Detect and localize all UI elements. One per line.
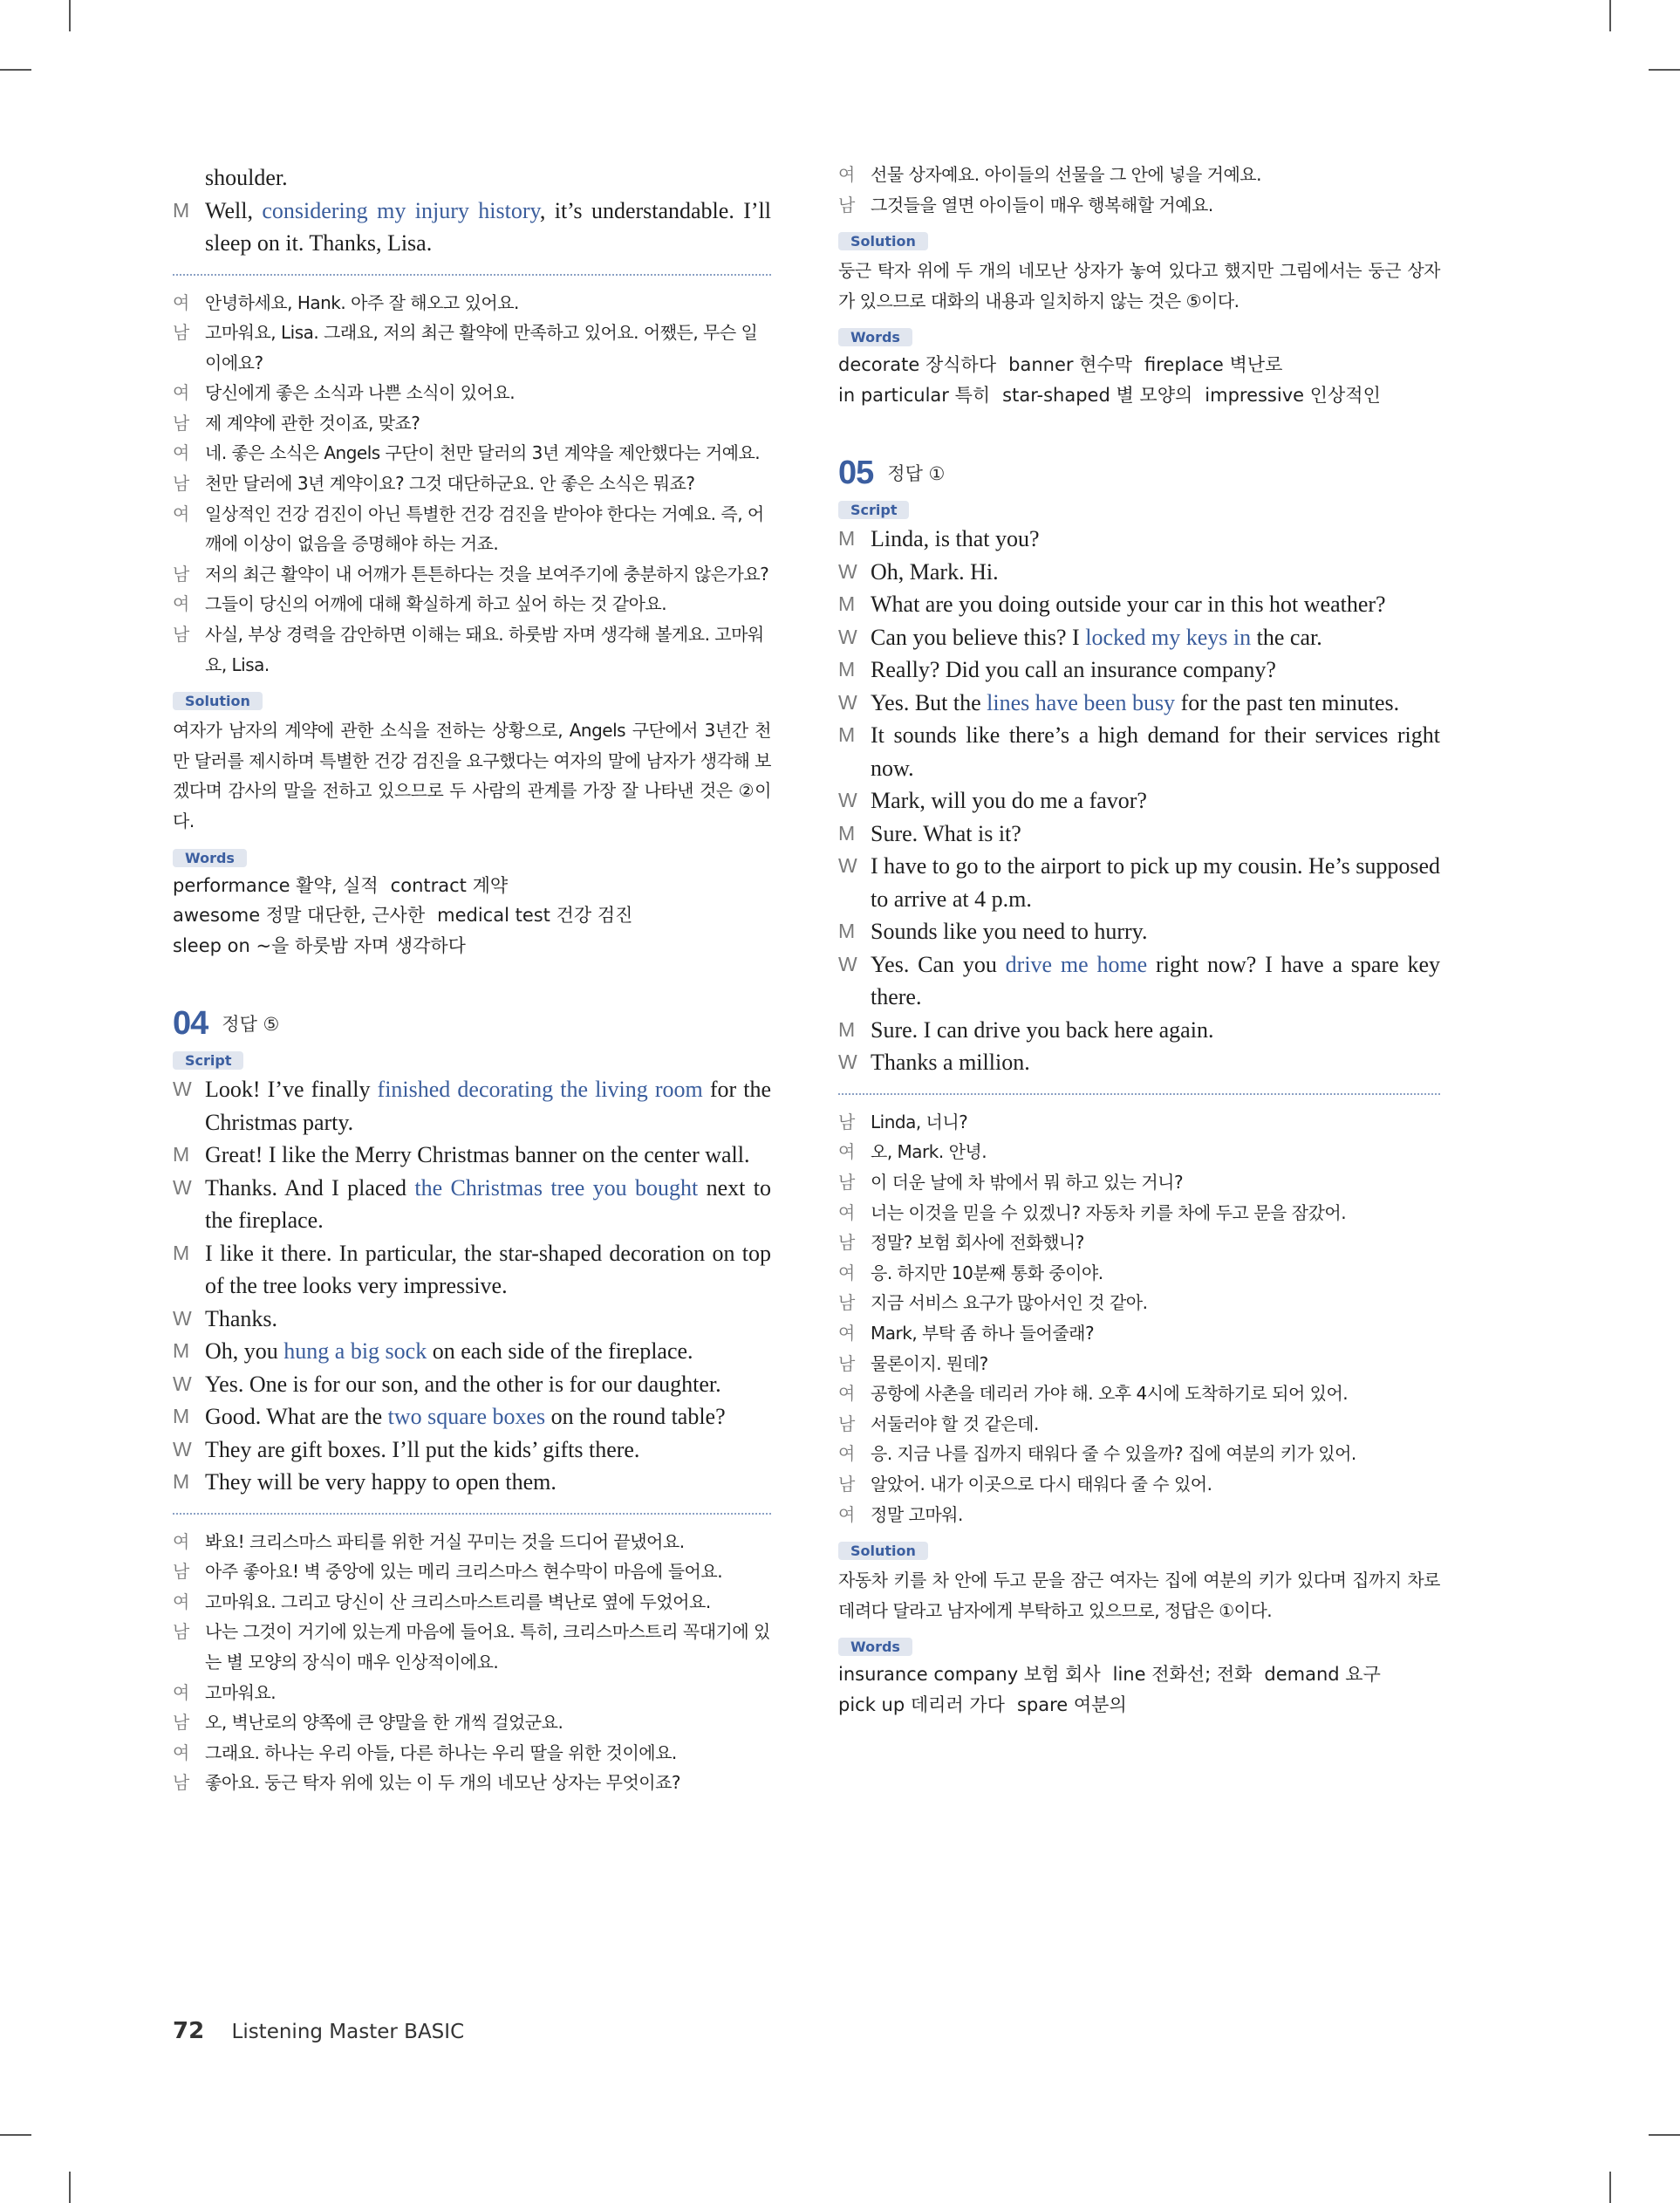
words-line xyxy=(838,350,1440,380)
translation-line xyxy=(838,1258,1440,1289)
script-text: the car. xyxy=(1251,624,1322,650)
translation-text: 아주 좋아요! 벽 중앙에 있는 메리 크리스마스 현수막이 마음에 들어요. xyxy=(205,1561,723,1583)
vocab-item: banner 현수막 xyxy=(1008,354,1133,376)
translation-line xyxy=(838,1349,1440,1379)
translation-text: 그것들을 열면 아이들이 매우 행복해할 거예요. xyxy=(871,194,1213,216)
speaker-label: 여 xyxy=(838,1141,855,1163)
speaker-label: 여 xyxy=(173,382,189,404)
speaker-label: 여 xyxy=(173,1681,189,1703)
speaker-label: M xyxy=(173,1339,190,1363)
script-badge: Script xyxy=(173,1051,243,1070)
script-line xyxy=(173,1073,771,1139)
script-line xyxy=(173,1466,771,1499)
speaker-label: 여 xyxy=(173,291,189,313)
translation-text: 천만 달러에 3년 계약이요? 그것 대단하군요. 안 좋은 소식은 뭐죠? xyxy=(205,473,695,495)
translation-text: 제 계약에 관한 것이죠, 맞죠? xyxy=(205,412,420,434)
script-line xyxy=(838,556,1440,589)
translation-line xyxy=(838,1107,1440,1138)
script-line xyxy=(838,621,1440,654)
speaker-label: M xyxy=(838,1017,856,1041)
highlighted-phrase: lines have been busy xyxy=(987,689,1176,715)
translation-line xyxy=(838,1409,1440,1440)
script-text: , it’s understandable. I’ll sleep on it. Thanks, Lisa. xyxy=(205,197,772,256)
vocab-item: impressive 인상적인 xyxy=(1205,384,1381,406)
script-line xyxy=(838,653,1440,687)
translation-line xyxy=(173,1617,771,1677)
translation-line xyxy=(173,1738,771,1769)
translation-text: 정말 고마워. xyxy=(871,1503,963,1525)
script-text: What are you doing outside your car in this hot weather? xyxy=(871,592,1386,618)
speaker-label: M xyxy=(838,723,856,747)
highlighted-phrase: drive me home xyxy=(1005,951,1148,977)
speaker-label: 남 xyxy=(173,1561,189,1583)
translation-text: 지금 서비스 요구가 많아서인 것 같아. xyxy=(871,1292,1148,1314)
translation-text: 사실, 부상 경력을 감안하면 이해는 돼요. 하룻밤 자며 생각해 볼게요. 고마워요, Lisa. xyxy=(205,624,764,675)
translation-line xyxy=(173,408,771,439)
speaker-label: 남 xyxy=(838,194,855,216)
speaker-label: 남 xyxy=(173,1621,189,1643)
translation-line xyxy=(173,499,771,559)
speaker-label: M xyxy=(173,1143,190,1166)
translation-line xyxy=(173,1707,771,1738)
script-line xyxy=(838,784,1440,818)
vocab-item: pick up 데리러 가다 xyxy=(838,1693,1005,1715)
vocab-item: in particular 특히 xyxy=(838,384,991,406)
script-text: Great! I like the Merry Christmas banner on the center wall. xyxy=(205,1142,750,1168)
translation-text: 고마워요. xyxy=(205,1681,277,1703)
translation-line xyxy=(173,1768,771,1798)
translation-text: 공항에 사촌을 데리러 가야 해. 오후 4시에 도착하기로 되어 있어. xyxy=(871,1383,1349,1405)
speaker-label: M xyxy=(838,527,856,551)
translation-line xyxy=(173,288,771,318)
q04-translation-continued xyxy=(838,160,1440,220)
translation-text: 이 더운 날에 차 밖에서 뭐 하고 있는 거니? xyxy=(871,1172,1184,1194)
highlighted-phrase: hung a big sock xyxy=(283,1338,427,1365)
speaker-label: M xyxy=(173,1470,190,1494)
words-badge: Words xyxy=(173,849,247,867)
translation-text: 고마워요. 그리고 당신이 산 크리스마스트리를 벽난로 옆에 두었어요. xyxy=(205,1591,711,1612)
speaker-label: 남 xyxy=(838,1413,855,1434)
translation-text: 네. 좋은 소식은 Angels 구단이 천만 달러의 3년 계약을 제안했다는 거예요. xyxy=(205,442,761,464)
script-text: Look! I’ve finally xyxy=(205,1077,378,1103)
translation-line xyxy=(173,589,771,619)
words-list xyxy=(838,1659,1440,1720)
translation-line xyxy=(173,619,771,680)
script-text: Good. What are the xyxy=(205,1404,388,1430)
translation-line xyxy=(173,1587,771,1618)
speaker-label: M xyxy=(838,592,856,616)
script-text: Sure. I can drive you back here again. xyxy=(871,1016,1214,1043)
translation-text: 너는 이것을 믿을 수 있겠니? 자동차 키를 차에 두고 문을 잠갔어. xyxy=(871,1201,1347,1223)
script-line xyxy=(838,1046,1440,1079)
question-answer: 정답 ① xyxy=(887,463,946,485)
script-text: on the round table? xyxy=(545,1404,726,1430)
translation-text: 봐요! 크리스마스 파티를 위한 거실 꾸미는 것을 드디어 끝냈어요. xyxy=(205,1530,685,1552)
question-05-heading xyxy=(838,447,1440,499)
question-answer: 정답 ⑤ xyxy=(222,1014,280,1036)
page-number: 72 xyxy=(173,2018,205,2044)
translation-line xyxy=(838,190,1440,221)
speaker-label: W xyxy=(838,854,857,878)
speaker-label: W xyxy=(838,690,857,714)
translation-text: 오, 벽난로의 양쪽에 큰 양말을 한 개씩 걸었군요. xyxy=(205,1712,563,1734)
script-text: Mark, will you do me a favor? xyxy=(871,788,1147,814)
script-line xyxy=(173,1303,771,1336)
script-text: Yes. Can you xyxy=(871,951,1006,977)
crop-mark xyxy=(1609,0,1611,31)
speaker-label: 여 xyxy=(838,164,855,185)
crop-mark xyxy=(69,0,71,31)
speaker-label: W xyxy=(173,1437,192,1461)
highlighted-phrase: the Christmas tree you bought xyxy=(414,1174,699,1201)
translation-line xyxy=(838,1500,1440,1530)
crop-mark xyxy=(1609,2172,1611,2203)
translation-line xyxy=(838,1288,1440,1318)
script-text: Oh, you xyxy=(205,1338,284,1365)
left-column xyxy=(173,161,771,1798)
speaker-label: W xyxy=(838,625,857,648)
translation-text: 그래요. 하나는 우리 아들, 다른 하나는 우리 딸을 위한 것이에요. xyxy=(205,1741,677,1763)
script-line xyxy=(173,1368,771,1401)
vocab-item: demand 요구 xyxy=(1264,1664,1381,1686)
script-line xyxy=(838,915,1440,948)
script-line xyxy=(173,195,771,260)
script-text: Sounds like you need to hurry. xyxy=(871,919,1148,945)
translation-text: 응. 하지만 10분째 통화 중이야. xyxy=(871,1262,1103,1283)
solution-text: 여자가 남자의 계약에 관한 소식을 전하는 상황으로, Angels 구단에서 3년간 천만 달러를 제시하며 특별한 건강 검진을 요구했다는 여자의 말에 남자가 생각해 보겠다며 감사의 말을 전하고 있으므로 두 사람의 관계를 가장 잘 나타낸 것은 ②이다. xyxy=(173,720,771,831)
crop-mark xyxy=(1649,69,1680,71)
translation-line xyxy=(173,559,771,590)
translation-line xyxy=(173,1527,771,1557)
script-text: Yes. But the xyxy=(871,689,987,715)
speaker-label: 남 xyxy=(173,322,189,344)
script-text: Sure. What is it? xyxy=(871,820,1021,846)
speaker-label: 여 xyxy=(173,442,189,464)
script-text: Thanks. And I placed xyxy=(205,1174,415,1201)
script-text: Linda, is that you? xyxy=(871,526,1040,552)
speaker-label: W xyxy=(173,1306,192,1330)
speaker-label: 남 xyxy=(173,473,189,495)
intro-script xyxy=(173,161,771,260)
words-list xyxy=(173,871,771,961)
script-line xyxy=(173,1139,771,1172)
script-text: Can you believe this? I xyxy=(871,624,1086,650)
words-line xyxy=(173,871,771,901)
question-number: 04 xyxy=(173,1004,208,1042)
translation-line xyxy=(838,1318,1440,1349)
speaker-label: 남 xyxy=(838,1172,855,1194)
speaker-label: W xyxy=(173,1078,192,1101)
speaker-label: M xyxy=(838,658,856,681)
right-column xyxy=(838,160,1440,1720)
solution-text: 둥근 탁자 위에 두 개의 네모난 상자가 놓여 있다고 했지만 그림에서는 둥근 상자가 있으므로 대화의 내용과 일치하지 않는 것은 ⑤이다. xyxy=(838,260,1440,311)
script-line xyxy=(173,1335,771,1368)
translation-text: 오, Mark. 안녕. xyxy=(871,1141,987,1163)
script-line xyxy=(838,818,1440,851)
script-text: Yes. One is for our son, and the other is for our daughter. xyxy=(205,1371,721,1397)
crop-mark xyxy=(1649,2134,1680,2136)
speaker-label: M xyxy=(173,1241,190,1264)
solution-badge: Solution xyxy=(838,232,928,250)
vocab-item: awesome 정말 대단한, 근사한 xyxy=(173,905,426,927)
vocab-item: spare 여분의 xyxy=(1016,1693,1127,1715)
translation-line xyxy=(173,378,771,408)
speaker-label: 여 xyxy=(838,1383,855,1405)
words-line xyxy=(173,931,771,961)
script-text: Thanks a million. xyxy=(871,1050,1030,1076)
speaker-label: 여 xyxy=(838,1443,855,1465)
translation-line xyxy=(838,1167,1440,1198)
translation-text: 저의 최근 활약이 내 어깨가 튼튼하다는 것을 보여주기에 충분하지 않은가요? xyxy=(205,563,769,585)
speaker-label: 남 xyxy=(838,1474,855,1495)
solution-badge: Solution xyxy=(173,692,263,710)
translation-text: Mark, 부탁 좀 하나 들어줄래? xyxy=(871,1323,1095,1344)
speaker-label: 남 xyxy=(173,624,189,646)
speaker-label: 여 xyxy=(838,1503,855,1525)
question-number: 05 xyxy=(838,454,874,491)
vocab-item: decorate 장식하다 xyxy=(838,354,997,376)
translation-line xyxy=(838,160,1440,190)
translation-line xyxy=(838,1198,1440,1228)
script-text: Oh, Mark. Hi. xyxy=(871,558,999,585)
speaker-label: 여 xyxy=(838,1262,855,1283)
speaker-label: W xyxy=(838,559,857,583)
translation-text: 알았어. 내가 이곳으로 다시 태워다 줄 수 있어. xyxy=(871,1474,1212,1495)
translation-line xyxy=(838,1379,1440,1409)
translation-line xyxy=(173,469,771,499)
words-badge: Words xyxy=(838,328,912,346)
translation-line xyxy=(838,1439,1440,1469)
highlighted-phrase: finished decorating the living room xyxy=(377,1077,703,1103)
speaker-label: 여 xyxy=(173,1741,189,1763)
speaker-label: 남 xyxy=(173,1712,189,1734)
speaker-label: W xyxy=(838,1050,857,1074)
speaker-label: 남 xyxy=(838,1352,855,1374)
speaker-label: 남 xyxy=(838,1232,855,1254)
vocab-item: fireplace 벽난로 xyxy=(1144,354,1283,376)
translation-text: 일상적인 건강 검진이 아닌 특별한 건강 검진을 받아야 한다는 거예요. 즉, 어깨에 이상이 없음을 증명해야 하는 거죠. xyxy=(205,503,764,555)
script-line xyxy=(838,588,1440,621)
crop-mark xyxy=(0,69,31,71)
q04-translation xyxy=(173,1527,771,1798)
translation-text: 그들이 당신의 어깨에 대해 확실하게 하고 싶어 하는 것 같아요. xyxy=(205,593,667,615)
vocab-item: star-shaped 별 모양의 xyxy=(1002,384,1193,406)
vocab-item: contract 계약 xyxy=(390,874,509,896)
vocab-item: medical test 건강 검진 xyxy=(437,905,633,927)
speaker-label: M xyxy=(838,920,856,943)
script-line xyxy=(838,687,1440,720)
speaker-label: W xyxy=(838,952,857,975)
highlighted-phrase: two square boxes xyxy=(387,1404,546,1430)
words-line xyxy=(838,380,1440,411)
script-line xyxy=(173,1400,771,1433)
q05-translation xyxy=(838,1107,1440,1529)
words-badge: Words xyxy=(838,1638,912,1656)
translation-line xyxy=(838,1228,1440,1258)
vocab-item: sleep on ~을 하룻밤 자며 생각하다 xyxy=(173,934,466,956)
speaker-label: M xyxy=(173,1405,190,1428)
script-text: I like it there. In particular, the star-shaped decoration on top of the tree looks very impressive. xyxy=(205,1240,771,1299)
speaker-label: W xyxy=(173,1175,192,1199)
crop-mark xyxy=(0,2134,31,2136)
script-line xyxy=(173,1172,771,1237)
script-text: It sounds like there’s a high demand for their services right now. xyxy=(871,722,1440,781)
script-text: I have to go to the airport to pick up my cousin. He’s supposed to arrive at 4 p.m. xyxy=(871,853,1440,912)
script-line xyxy=(838,719,1440,784)
script-text: Really? Did you call an insurance company? xyxy=(871,657,1276,683)
speaker-label: M xyxy=(838,821,856,845)
words-line xyxy=(838,1659,1440,1690)
script-text: for the past ten minutes. xyxy=(1175,689,1400,715)
page-footer xyxy=(173,2018,464,2044)
translation-text: 정말? 보험 회사에 전화했니? xyxy=(871,1232,1084,1254)
q04-script xyxy=(173,1073,771,1499)
translation-text: 서둘러야 할 것 같은데. xyxy=(871,1413,1039,1434)
script-line xyxy=(838,523,1440,556)
dotted-divider xyxy=(838,1093,1440,1095)
translation-text: 선물 상자예요. 아이들의 선물을 그 안에 넣을 거예요. xyxy=(871,164,1261,185)
script-text: Thanks. xyxy=(205,1305,278,1331)
speaker-label: 남 xyxy=(838,1111,855,1132)
speaker-label: M xyxy=(173,198,190,222)
script-badge: Script xyxy=(838,501,909,519)
translation-line xyxy=(173,1556,771,1587)
script-text: shoulder. xyxy=(205,165,288,190)
solution-text: 자동차 키를 차 안에 두고 문을 잠근 여자는 집에 여분의 키가 있다며 집까지 차로 데려다 달라고 남자에게 부탁하고 있으므로, 정답은 ①이다. xyxy=(838,1570,1440,1621)
solution-badge: Solution xyxy=(838,1542,928,1560)
translation-line xyxy=(173,318,771,378)
question-04-heading xyxy=(173,997,771,1050)
script-line xyxy=(838,850,1440,915)
speaker-label: 여 xyxy=(838,1323,855,1344)
script-text: on each side of the fireplace. xyxy=(427,1338,693,1365)
vocab-item: performance 활약, 실적 xyxy=(173,874,379,896)
highlighted-phrase: considering my injury history xyxy=(262,197,540,223)
speaker-label: 여 xyxy=(838,1201,855,1223)
translation-line xyxy=(838,1469,1440,1500)
speaker-label: 남 xyxy=(173,412,189,434)
speaker-label: 여 xyxy=(173,1530,189,1552)
translation-text: Linda, 너니? xyxy=(871,1111,968,1132)
translation-line xyxy=(173,1678,771,1708)
script-text: for the Christmas party. xyxy=(205,1077,771,1135)
words-line xyxy=(173,900,771,931)
dotted-divider xyxy=(173,1513,771,1515)
script-line xyxy=(173,1433,771,1467)
translation-text: 고마워요, Lisa. 그래요, 저의 최근 활약에 만족하고 있어요. 어쨌든, 무슨 일이에요? xyxy=(205,322,758,373)
script-line xyxy=(838,948,1440,1014)
q05-script xyxy=(838,523,1440,1079)
speaker-label: W xyxy=(838,789,857,812)
speaker-label: 여 xyxy=(173,593,189,615)
script-text: right now? I have a spare key there. xyxy=(871,951,1441,1010)
words-line xyxy=(838,1690,1440,1721)
words-list xyxy=(838,350,1440,410)
translation-text: 물론이지. 뭔데? xyxy=(871,1352,988,1374)
script-line xyxy=(838,1014,1440,1047)
speaker-label: 남 xyxy=(173,563,189,585)
translation-text: 안녕하세요, Hank. 아주 잘 해오고 있어요. xyxy=(205,291,519,313)
speaker-label: W xyxy=(173,1372,192,1395)
vocab-item: insurance company 보험 회사 xyxy=(838,1664,1101,1686)
speaker-label: 여 xyxy=(173,503,189,524)
script-text: next to the fireplace. xyxy=(205,1174,771,1234)
speaker-label: 남 xyxy=(838,1292,855,1314)
script-line xyxy=(173,1237,771,1303)
translation-text: 좋아요. 둥근 탁자 위에 있는 이 두 개의 네모난 상자는 무엇이죠? xyxy=(205,1772,681,1794)
script-line xyxy=(173,161,771,195)
translation-text: 나는 그것이 거기에 있는게 마음에 들어요. 특히, 크리스마스트리 꼭대기에 있는 별 모양의 장식이 매우 인상적이에요. xyxy=(205,1621,770,1673)
translation-line xyxy=(173,438,771,469)
script-text: They will be very happy to open them. xyxy=(205,1469,557,1495)
translation-line xyxy=(838,1137,1440,1167)
script-text: Well, xyxy=(205,197,263,223)
crop-mark xyxy=(69,2172,71,2203)
highlighted-phrase: locked my keys in xyxy=(1085,624,1252,650)
intro-translation xyxy=(173,288,771,681)
translation-text: 응. 지금 나를 집까지 태워다 줄 수 있을까? 집에 여분의 키가 있어. xyxy=(871,1443,1356,1465)
book-title: Listening Master BASIC xyxy=(231,2021,465,2043)
dotted-divider xyxy=(173,274,771,276)
speaker-label: 여 xyxy=(173,1591,189,1612)
script-text: They are gift boxes. I’ll put the kids’ gifts there. xyxy=(205,1436,640,1462)
speaker-label: 남 xyxy=(173,1772,189,1794)
translation-text: 당신에게 좋은 소식과 나쁜 소식이 있어요. xyxy=(205,382,516,404)
vocab-item: line 전화선; 전화 xyxy=(1112,1664,1253,1686)
